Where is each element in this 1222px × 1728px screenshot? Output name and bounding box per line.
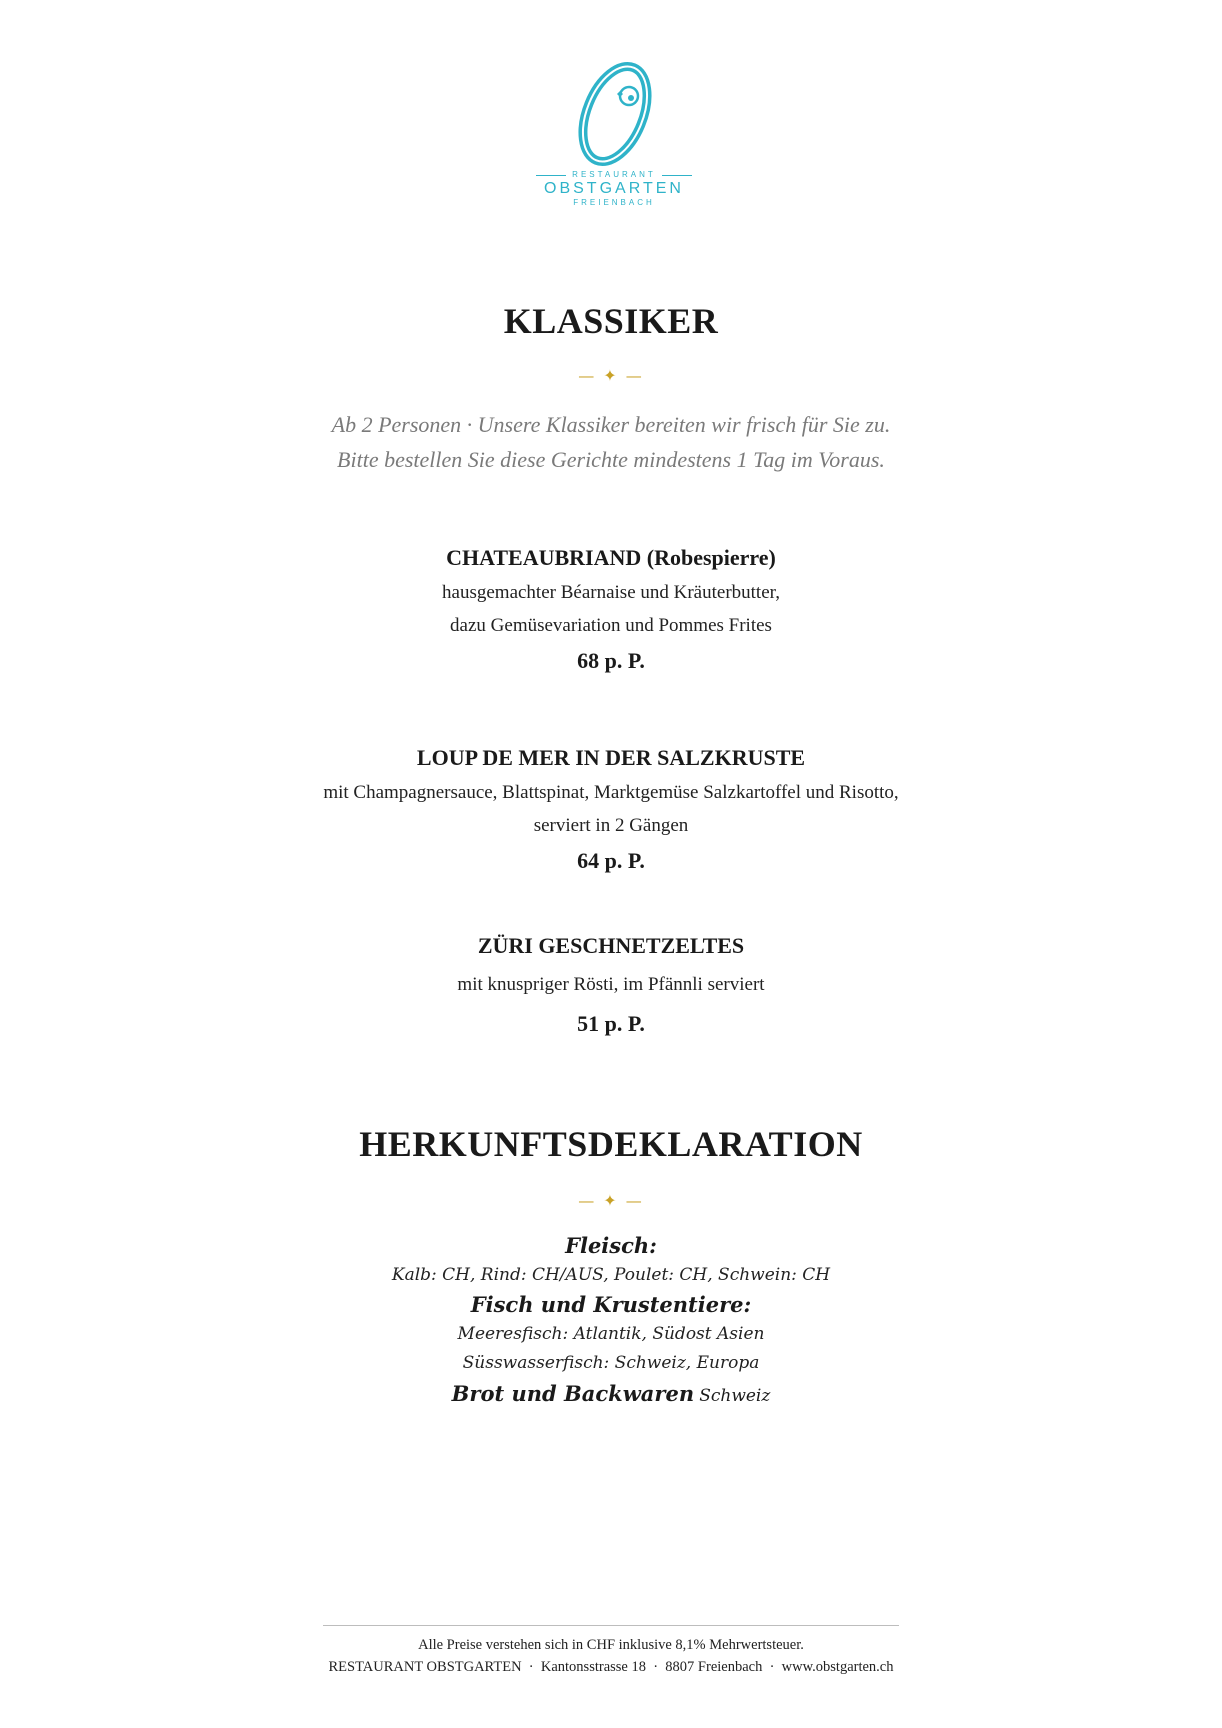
footer [0, 1634, 1222, 1678]
section-title-klassiker: KLASSIKER [503, 301, 719, 341]
origin-declaration [0, 1231, 1222, 1412]
origin-fish-line-2: Süsswasserfisch: Schweiz, Europa [462, 1353, 760, 1373]
origin-meat-text: Kalb: CH, Rind: CH/AUS, Poulet: CH, Schwein: CH [391, 1265, 831, 1285]
dish-name: CHATEAUBRIAND (Robespierre) [446, 545, 776, 570]
footer-address: RESTAURANT OBSTGARTEN · Kantonsstrasse 18 · 8807 Freienbach · www.obstgarten.ch [328, 1659, 894, 1675]
origin-bread-heading: Brot und Backwaren [451, 1381, 695, 1406]
logo-name: OBSTGARTEN [544, 180, 684, 197]
origin-fish-line-1: Meeresfisch: Atlantik, Südost Asien [457, 1324, 765, 1344]
dish-description-1: mit Champagnersauce, Blattspinat, Marktgemüse Salzkartoffel und Risotto, [323, 782, 899, 803]
dish-description-1: hausgemachter Béarnaise und Kräuterbutter, [442, 582, 780, 603]
ornament-divider: — ✦ — [578, 1191, 644, 1210]
restaurant-logo [536, 58, 692, 228]
logo-location: FREIENBACH [573, 198, 655, 207]
footer-divider [323, 1625, 899, 1626]
section-herkunft [0, 1123, 1222, 1165]
origin-bread-text: Schweiz [699, 1386, 771, 1406]
dish-chateaubriand [0, 544, 1222, 676]
dish-description-2: serviert in 2 Gängen [533, 815, 689, 836]
intro-line-2: Bitte bestellen Sie diese Gerichte mindestens 1 Tag im Voraus. [337, 447, 885, 472]
intro-line-1: Ab 2 Personen · Unsere Klassiker bereiten wir frisch für Sie zu. [331, 412, 891, 437]
origin-fish-heading: Fisch und Krustentiere: [470, 1292, 752, 1317]
klassiker-intro [0, 407, 1222, 477]
origin-bread-line [0, 1378, 1222, 1412]
logo-restaurant-label: RESTAURANT [572, 170, 656, 179]
section-title-herkunft: HERKUNFTSDEKLARATION [359, 1124, 863, 1164]
dish-price: 68 p. P. [577, 648, 645, 673]
dish-description-1: mit knuspriger Rösti, im Pfännli serviert [457, 974, 765, 995]
dish-zueri-geschnetzeltes [0, 932, 1222, 1039]
dish-description-2: dazu Gemüsevariation und Pommes Frites [450, 615, 772, 636]
footer-vat-note: Alle Preise verstehen sich in CHF inklusive 8,1% Mehrwertsteuer. [418, 1637, 804, 1653]
dish-price: 64 p. P. [577, 848, 645, 873]
dish-price: 51 p. P. [577, 1011, 645, 1036]
dish-name: LOUP DE MER IN DER SALZKRUSTE [416, 745, 806, 770]
logo-top-line [536, 170, 692, 180]
dish-name: ZÜRI GESCHNETZELTES [477, 933, 745, 958]
obstgarten-o-logo-icon [559, 58, 669, 170]
dish-loup-de-mer [0, 744, 1222, 876]
origin-meat-heading: Fleisch: [565, 1233, 657, 1258]
section-klassiker [0, 300, 1222, 342]
ornament-divider: — ✦ — [578, 366, 644, 385]
